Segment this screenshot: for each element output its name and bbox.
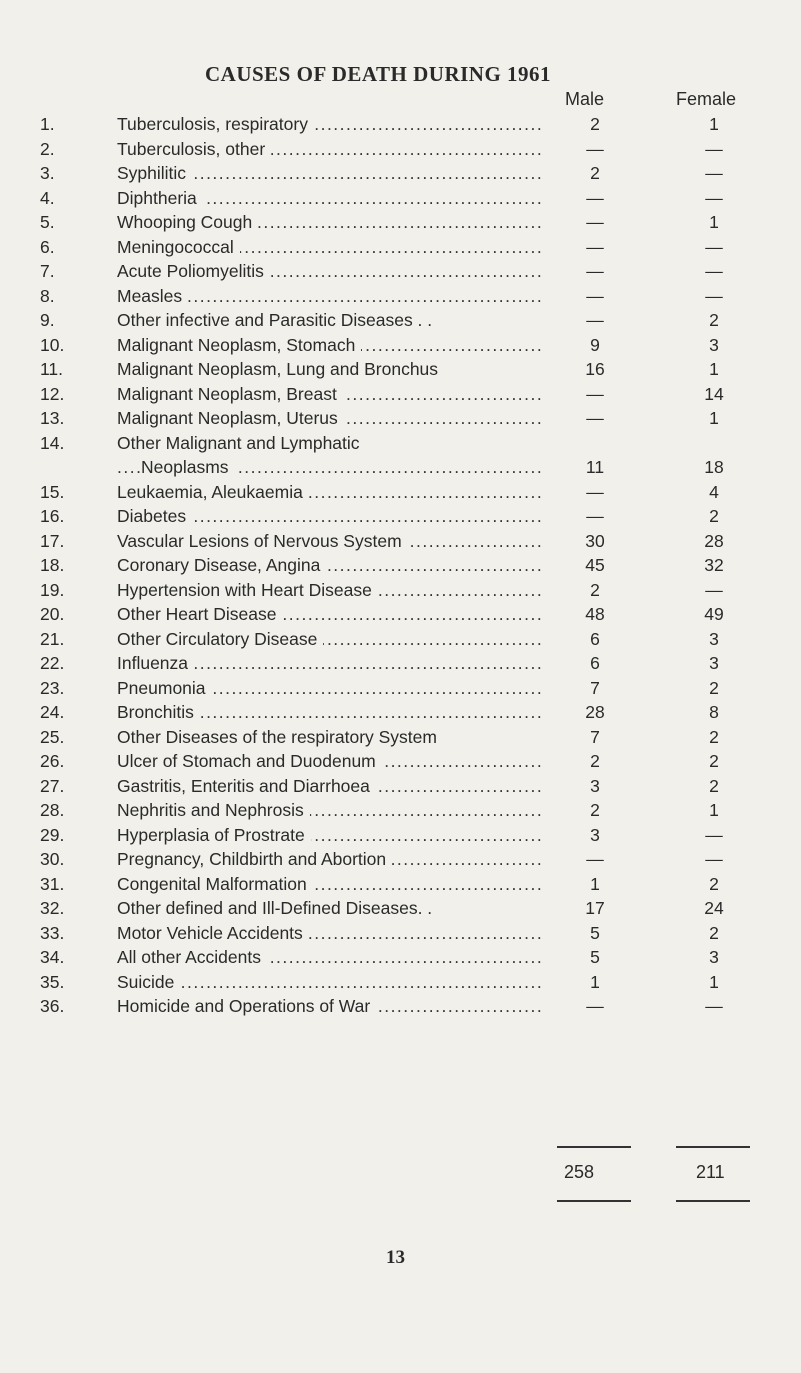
- cause-label-text: Motor Vehicle Accidents: [117, 923, 309, 943]
- male-count: 2: [590, 163, 600, 183]
- table-row: [0, 259, 801, 284]
- table-row: [0, 284, 801, 309]
- male-count: —: [586, 261, 604, 281]
- female-count: 8: [709, 702, 719, 722]
- cause-label: [117, 627, 542, 652]
- cause-label-text: Malignant Neoplasm, Lung and Bronchus: [117, 359, 444, 379]
- row-number: 1.: [40, 114, 55, 134]
- table-row: [0, 529, 801, 554]
- total-male: 258: [564, 1162, 595, 1182]
- female-count: 3: [709, 947, 719, 967]
- female-count: 1: [709, 212, 719, 232]
- total-female: 211: [696, 1162, 725, 1182]
- table-row: [0, 921, 801, 946]
- row-number: 19.: [40, 579, 65, 600]
- cause-label-text: Diphtheria: [117, 188, 203, 208]
- cause-label-text: Meningococcal: [117, 237, 240, 257]
- row-number: 14.: [40, 432, 65, 453]
- table-row: [0, 651, 801, 676]
- cause-label: [117, 382, 542, 407]
- row-number: 27.: [40, 775, 65, 796]
- cause-label: [117, 872, 542, 897]
- cause-label-text: Tuberculosis, other: [117, 139, 271, 159]
- female-count: 18: [704, 457, 724, 477]
- female-count: 3: [709, 653, 719, 673]
- row-number: 21.: [40, 628, 65, 649]
- female-count: 49: [704, 604, 724, 624]
- female-count: —: [705, 187, 723, 208]
- male-count: 17: [585, 898, 605, 918]
- male-count: 9: [590, 334, 600, 355]
- table-row: [0, 480, 801, 505]
- cause-label-text: Acute Poliomyelitis: [117, 261, 270, 281]
- cause-label-text: Diabetes: [117, 506, 192, 526]
- column-header-female: Female: [676, 89, 737, 109]
- male-count: —: [586, 506, 604, 526]
- female-count: —: [705, 236, 723, 257]
- cause-label: [117, 651, 542, 676]
- cause-label-text: Gastritis, Enteritis and Diarrhoea: [117, 776, 376, 796]
- female-count: —: [705, 996, 723, 1016]
- cause-label-text: Other Malignant and Lymphatic: [117, 433, 366, 453]
- row-number: 25.: [40, 726, 65, 747]
- cause-label-text: Pregnancy, Childbirth and Abortion: [117, 849, 392, 869]
- cause-label: [117, 504, 542, 529]
- row-number: 12.: [40, 383, 65, 404]
- male-count: —: [586, 996, 604, 1016]
- cause-label-text: Hyperplasia of Prostrate: [117, 825, 311, 845]
- cause-label-text: Coronary Disease, Angina: [117, 555, 326, 575]
- cause-label-text: Suicide: [117, 972, 180, 992]
- female-count: 3: [709, 628, 719, 649]
- male-count: 3: [590, 824, 600, 845]
- table-row: [0, 406, 801, 431]
- male-count: 2: [590, 114, 600, 134]
- cause-label: [117, 210, 542, 235]
- row-number: 10.: [40, 334, 65, 355]
- female-count: 2: [709, 775, 719, 796]
- table-row: [0, 749, 801, 774]
- table-row: [0, 186, 801, 211]
- cause-label: [117, 357, 542, 382]
- row-number: 6.: [40, 236, 55, 257]
- female-count: —: [705, 824, 723, 845]
- cause-label: [117, 921, 542, 946]
- column-header-male: Male: [565, 89, 605, 109]
- female-count: 1: [709, 359, 719, 379]
- table-row: [0, 994, 801, 1019]
- cause-label-text: Tuberculosis, respiratory: [117, 114, 314, 134]
- table-row: [0, 896, 801, 921]
- row-number: 18.: [40, 555, 65, 575]
- cause-label: [117, 553, 542, 578]
- cause-label: [117, 994, 542, 1019]
- table-row: [0, 137, 801, 162]
- cause-label-text: Other Heart Disease: [117, 604, 283, 624]
- row-number: 16.: [40, 506, 65, 526]
- female-count: 2: [709, 677, 719, 698]
- table-row: [0, 333, 801, 358]
- table-row: [0, 553, 801, 578]
- row-number: 30.: [40, 849, 65, 869]
- female-count: 1: [709, 114, 719, 134]
- male-count: 6: [590, 653, 600, 673]
- cause-label: [117, 137, 542, 162]
- cause-label-continuation: Neoplasms: [141, 455, 235, 480]
- table-row: [0, 602, 801, 627]
- female-count: 2: [709, 873, 719, 894]
- table-row: [0, 308, 801, 333]
- table-row: [0, 112, 801, 137]
- male-count: —: [586, 481, 604, 502]
- row-number: 34.: [40, 947, 65, 967]
- male-count: 5: [590, 922, 600, 943]
- row-number: 22.: [40, 653, 65, 673]
- table-row: [0, 431, 801, 480]
- row-number: 28.: [40, 800, 65, 820]
- female-count: 1: [709, 800, 719, 820]
- cause-label: [117, 798, 542, 823]
- female-count: —: [705, 579, 723, 600]
- cause-label-text: Syphilitic: [117, 163, 192, 183]
- row-number: 15.: [40, 481, 65, 502]
- cause-label: [117, 259, 542, 284]
- cause-label-text: Other defined and Ill-Defined Diseases. .: [117, 898, 438, 918]
- row-number: 7.: [40, 261, 55, 281]
- row-number: 8.: [40, 285, 55, 306]
- table-row: [0, 798, 801, 823]
- male-count: —: [586, 408, 604, 428]
- male-count: 2: [590, 800, 600, 820]
- female-count: 3: [709, 334, 719, 355]
- cause-label-text: All other Accidents: [117, 947, 267, 967]
- male-count: 7: [590, 726, 600, 747]
- cause-label: [117, 676, 542, 701]
- table-row: [0, 627, 801, 652]
- table-row: [0, 235, 801, 260]
- male-count: 2: [590, 751, 600, 771]
- male-count: 45: [585, 555, 605, 575]
- cause-label: [117, 235, 542, 260]
- table-row: [0, 774, 801, 799]
- cause-label-text: Homicide and Operations of War: [117, 996, 376, 1016]
- cause-label: [117, 823, 542, 848]
- female-count: —: [705, 285, 723, 306]
- male-count: —: [586, 187, 604, 208]
- row-number: 9.: [40, 310, 55, 330]
- cause-label: [117, 406, 542, 431]
- table-row: [0, 823, 801, 848]
- row-number: 36.: [40, 996, 65, 1016]
- row-number: 11.: [40, 359, 64, 379]
- row-number: 20.: [40, 604, 65, 624]
- male-count: —: [586, 383, 604, 404]
- cause-label: [117, 308, 542, 333]
- cause-label: [117, 284, 542, 309]
- female-count: 28: [704, 530, 724, 551]
- cause-label-text: Pneumonia: [117, 678, 212, 698]
- male-count: 28: [585, 702, 605, 722]
- male-count: 2: [590, 579, 600, 600]
- total-rule-bottom-female: [676, 1200, 750, 1202]
- total-rule-bottom-male: [557, 1200, 631, 1202]
- male-count: —: [586, 212, 604, 232]
- cause-label: [117, 161, 542, 186]
- table-row: [0, 847, 801, 872]
- cause-label-text: Hypertension with Heart Disease: [117, 580, 378, 600]
- cause-label-text: Whooping Cough: [117, 212, 258, 232]
- female-count: 2: [709, 506, 719, 526]
- male-count: 48: [585, 604, 605, 624]
- cause-label-text: Other Diseases of the respiratory System: [117, 727, 443, 747]
- female-count: 1: [709, 408, 719, 428]
- cause-label: [117, 186, 542, 211]
- male-count: —: [586, 310, 604, 330]
- cause-label-text: Malignant Neoplasm, Uterus: [117, 408, 344, 428]
- cause-label: [117, 749, 542, 774]
- female-count: 4: [709, 481, 719, 502]
- cause-label-text: Malignant Neoplasm, Stomach: [117, 335, 361, 355]
- male-count: 5: [590, 947, 600, 967]
- row-number: 13.: [40, 408, 65, 428]
- table-row: [0, 700, 801, 725]
- table-row: [0, 578, 801, 603]
- male-count: 6: [590, 628, 600, 649]
- female-count: —: [705, 138, 723, 159]
- male-count: —: [586, 849, 604, 869]
- cause-label-text: Measles: [117, 286, 188, 306]
- row-number: 32.: [40, 898, 65, 918]
- male-count: —: [586, 138, 604, 159]
- table-row: [0, 676, 801, 701]
- table-row: [0, 504, 801, 529]
- female-count: 32: [704, 555, 724, 575]
- page-number: 13: [386, 1247, 405, 1268]
- cause-label: [117, 578, 542, 603]
- table-row: [0, 970, 801, 995]
- male-count: 30: [585, 530, 605, 551]
- cause-label-text: Malignant Neoplasm, Breast: [117, 384, 343, 404]
- cause-label-text: Influenza: [117, 653, 194, 673]
- page-title: CAUSES OF DEATH DURING 1961: [205, 62, 552, 86]
- row-number: 31.: [40, 873, 65, 894]
- cause-label-text: Nephritis and Nephrosis: [117, 800, 310, 820]
- table-row: [0, 872, 801, 897]
- male-count: —: [586, 236, 604, 257]
- cause-label: [117, 896, 542, 921]
- cause-label: [117, 945, 542, 970]
- row-number: 33.: [40, 922, 65, 943]
- table-row: [0, 161, 801, 186]
- cause-label: [117, 725, 542, 750]
- cause-label: [117, 700, 542, 725]
- cause-label-text: Other Circulatory Disease: [117, 629, 323, 649]
- table-row: [0, 382, 801, 407]
- cause-label-text: Bronchitis: [117, 702, 200, 722]
- male-count: 3: [590, 775, 600, 796]
- cause-label-text: Ulcer of Stomach and Duodenum: [117, 751, 382, 771]
- table-row: [0, 725, 801, 750]
- cause-label: [117, 333, 542, 358]
- cause-label: [117, 112, 542, 137]
- row-number: 5.: [40, 212, 55, 232]
- total-rule-top-female: [676, 1146, 750, 1148]
- cause-label-text: Other infective and Parasitic Diseases . .: [117, 310, 438, 330]
- male-count: 11: [585, 457, 605, 477]
- row-number: 35.: [40, 971, 65, 992]
- female-count: 1: [709, 971, 719, 992]
- total-rule-top-male: [557, 1146, 631, 1148]
- row-number: 2.: [40, 138, 55, 159]
- female-count: 14: [704, 383, 724, 404]
- cause-label-text: Vascular Lesions of Nervous System: [117, 531, 408, 551]
- cause-label: [117, 847, 542, 872]
- female-count: 24: [704, 898, 724, 918]
- table-row: [0, 945, 801, 970]
- cause-label-text: Leukaemia, Aleukaemia: [117, 482, 309, 502]
- male-count: 1: [590, 971, 600, 992]
- row-number: 17.: [40, 530, 65, 551]
- female-count: 2: [709, 726, 719, 747]
- male-count: 1: [590, 873, 600, 894]
- cause-label: [117, 970, 542, 995]
- female-count: —: [705, 849, 723, 869]
- cause-label-text: Congenital Malformation: [117, 874, 313, 894]
- row-number: 3.: [40, 163, 55, 183]
- causes-table: [0, 112, 801, 1019]
- female-count: —: [705, 163, 723, 183]
- table-row: [0, 357, 801, 382]
- male-count: 16: [585, 359, 605, 379]
- row-number: 24.: [40, 702, 65, 722]
- female-count: 2: [709, 922, 719, 943]
- table-row: [0, 210, 801, 235]
- cause-label: [117, 431, 542, 480]
- female-count: 2: [709, 310, 719, 330]
- cause-label: [117, 602, 542, 627]
- cause-label: [117, 529, 542, 554]
- male-count: —: [586, 285, 604, 306]
- female-count: —: [705, 261, 723, 281]
- row-number: 29.: [40, 824, 65, 845]
- row-number: 26.: [40, 751, 65, 771]
- cause-label: [117, 774, 542, 799]
- row-number: 23.: [40, 677, 65, 698]
- cause-label: [117, 480, 542, 505]
- row-number: 4.: [40, 187, 55, 208]
- female-count: 2: [709, 751, 719, 771]
- male-count: 7: [590, 677, 600, 698]
